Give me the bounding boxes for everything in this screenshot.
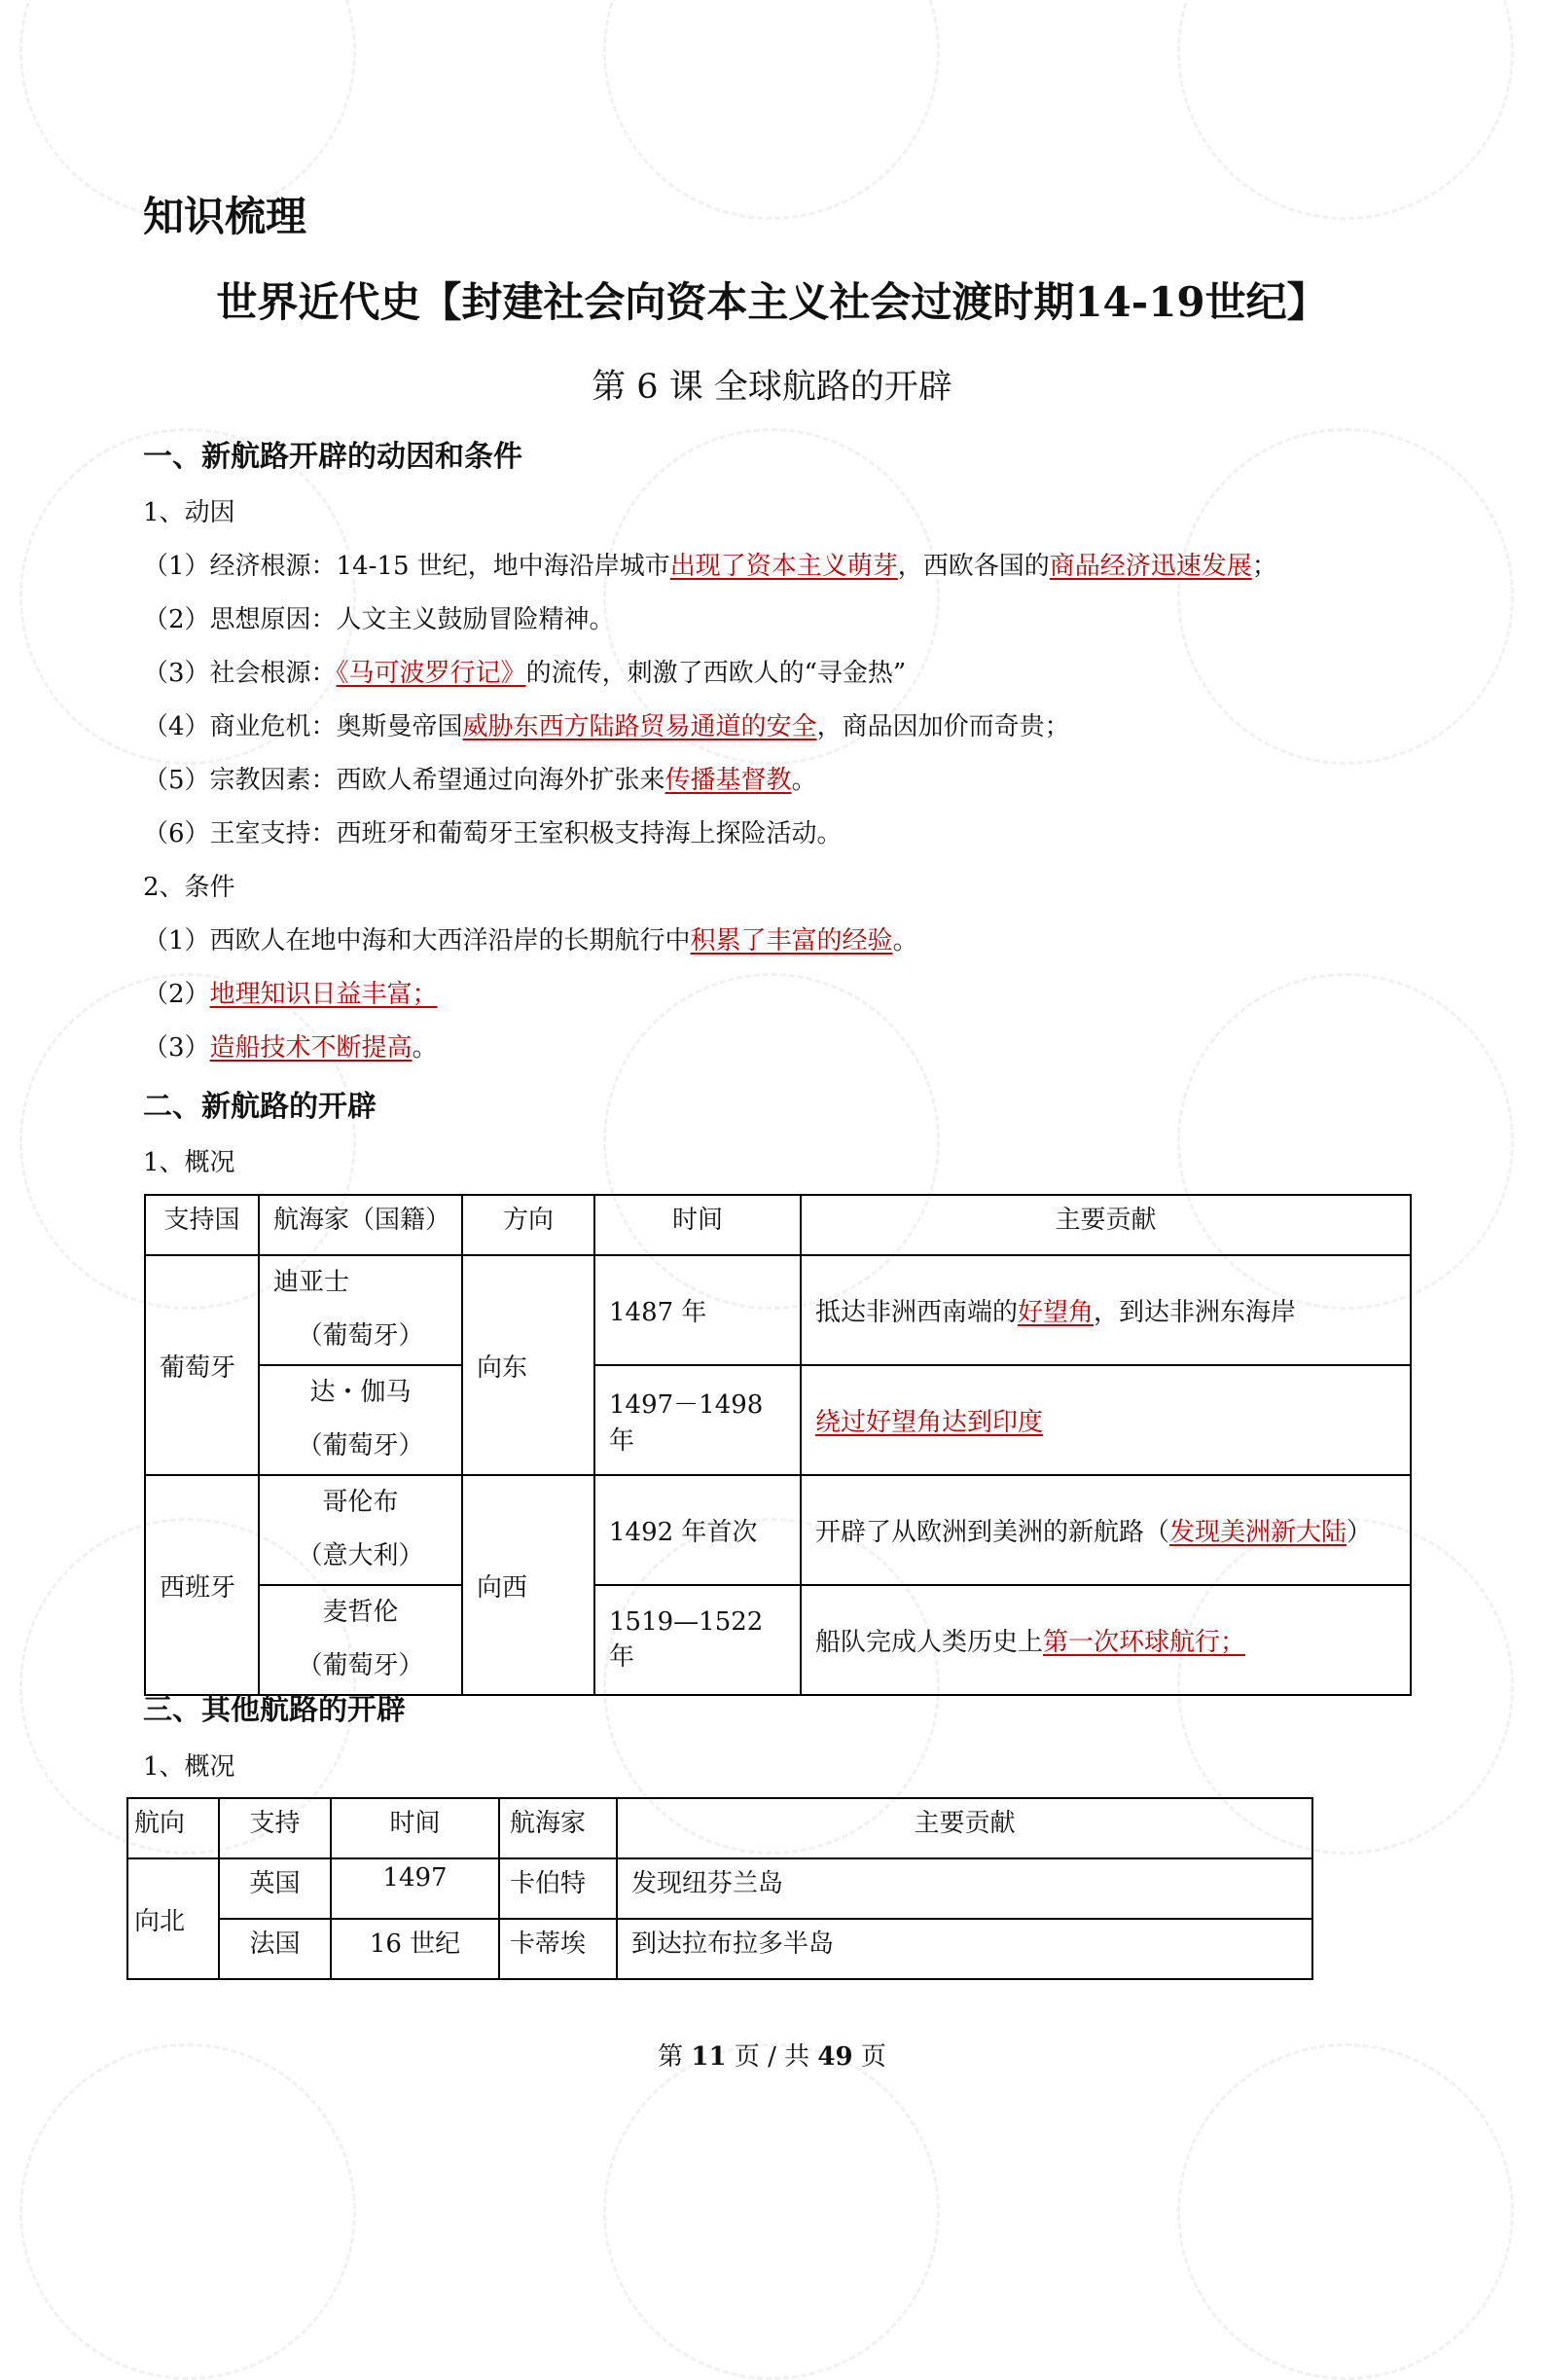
header-cell: 时间 <box>331 1798 499 1858</box>
navigator-cell <box>259 1255 462 1365</box>
nationality: （意大利） <box>297 1541 424 1570</box>
highlighted-key-point: 商品经济迅速发展 <box>1049 552 1252 581</box>
text-segment: 的流传，刺激了西欧人的“寻金热” <box>525 659 907 688</box>
section-3-title: 三、其他航路的开辟 <box>143 1693 406 1727</box>
list-item <box>143 813 843 849</box>
page-footer <box>0 2037 1544 2073</box>
section-1-title: 一、新航路开辟的动因和条件 <box>143 440 522 474</box>
subheading-overview: 1、概况 <box>143 1148 235 1177</box>
list-item <box>143 546 1277 582</box>
list-item <box>143 653 906 689</box>
table-row <box>145 1255 1411 1365</box>
support-cell: 英国 <box>219 1858 331 1919</box>
navigator-cell <box>259 1475 462 1585</box>
list-item <box>143 760 817 796</box>
text-segment: 。 <box>412 1033 438 1063</box>
text-segment: （3） <box>143 1033 210 1063</box>
time-cell: 1497 <box>331 1858 499 1919</box>
time-cell: 1519—1522 年 <box>594 1585 801 1695</box>
list-item <box>143 974 438 1010</box>
highlighted-key-point: 地理知识日益丰富； <box>209 980 438 1009</box>
highlighted-key-point: 《马可波罗行记》 <box>336 659 526 688</box>
navigator-cell: 卡蒂埃 <box>499 1919 617 1979</box>
navigator: 达・伽马 <box>309 1378 412 1407</box>
other-routes-table <box>126 1797 1313 1980</box>
footer-prefix: 第 <box>658 2042 684 2072</box>
contribution-cell: 到达拉布拉多半岛 <box>617 1919 1312 1979</box>
section-2-title: 二、新航路的开辟 <box>143 1090 377 1124</box>
highlighted-key-point: 发现美洲新大陆 <box>1169 1518 1347 1547</box>
list-item <box>143 599 615 635</box>
support-cell: 法国 <box>219 1919 331 1979</box>
direction-cell: 向北 <box>127 1858 219 1979</box>
subheading-overview-2: 1、概况 <box>143 1752 235 1782</box>
navigator: 麦哲伦 <box>322 1598 399 1627</box>
highlighted-key-point: 第一次环球航行； <box>1043 1628 1246 1657</box>
header-cell: 航向 <box>127 1798 219 1858</box>
header-cell: 时间 <box>594 1195 801 1255</box>
header-cell: 主要贡献 <box>617 1798 1312 1858</box>
table-row <box>145 1365 1411 1475</box>
nationality: （葡萄牙） <box>297 1651 424 1680</box>
text-segment: 开辟了从欧洲到美洲的新航路（ <box>815 1518 1170 1547</box>
highlighted-key-point: 绕过好望角达到印度 <box>815 1408 1044 1437</box>
country-cell: 西班牙 <box>145 1475 259 1695</box>
text-segment: ； <box>1251 552 1277 581</box>
direction-cell: 向东 <box>462 1255 594 1475</box>
highlighted-key-point: 出现了资本主义萌芽 <box>669 552 898 581</box>
highlighted-key-point: 造船技术不断提高 <box>209 1033 413 1063</box>
navigator-cell <box>259 1585 462 1695</box>
text-segment: （2） <box>143 980 210 1009</box>
text-segment: 。 <box>892 926 918 956</box>
footer-suffix: 页 <box>860 2042 886 2072</box>
header-cell: 航海家（国籍） <box>259 1195 462 1255</box>
time-cell: 1497－1498 年 <box>594 1365 801 1475</box>
highlighted-key-point: 好望角 <box>1018 1298 1095 1327</box>
document-title: 世界近代史【封建社会向资本主义社会过渡时期14-19世纪】 <box>216 278 1328 326</box>
navigator: 迪亚士 <box>273 1268 350 1297</box>
table-row <box>127 1919 1312 1979</box>
list-item <box>143 920 918 956</box>
time-cell: 16 世纪 <box>331 1919 499 1979</box>
text-segment: ，商品因加价而奇贵； <box>816 712 1070 741</box>
highlighted-key-point: 积累了丰富的经验 <box>690 926 893 956</box>
text-segment: （6）王室支持：西班牙和葡萄牙王室积极支持海上探险活动。 <box>143 819 843 848</box>
contribution-cell <box>801 1475 1411 1585</box>
current-page: 11 <box>691 2042 727 2072</box>
contribution-cell: 发现纽芬兰岛 <box>617 1858 1312 1919</box>
list-item <box>143 1028 438 1064</box>
navigator: 哥伦布 <box>322 1488 399 1517</box>
footer-middle: 页 / 共 <box>734 2042 810 2072</box>
table-row <box>127 1858 1312 1919</box>
lesson-title: 第 6 课 全球航路的开辟 <box>592 368 952 407</box>
table-row <box>145 1585 1411 1695</box>
text-segment: （1）西欧人在地中海和大西洋沿岸的长期航行中 <box>143 926 691 956</box>
navigator-cell: 卡伯特 <box>499 1858 617 1919</box>
navigator-cell <box>259 1365 462 1475</box>
text-segment: ，到达非洲东海岸 <box>1094 1298 1297 1327</box>
text-segment: （5）宗教因素：西欧人希望通过向海外扩张来 <box>143 766 665 795</box>
header-cell: 方向 <box>462 1195 594 1255</box>
header-cell: 支持国 <box>145 1195 259 1255</box>
table-row <box>145 1475 1411 1585</box>
heading: 知识梳理 <box>143 193 307 240</box>
nationality: （葡萄牙） <box>297 1431 424 1460</box>
header-cell: 支持 <box>219 1798 331 1858</box>
text-segment: 抵达非洲西南端的 <box>815 1298 1019 1327</box>
subheading-conditions: 2、条件 <box>143 873 235 902</box>
time-cell: 1492 年首次 <box>594 1475 801 1585</box>
nationality: （葡萄牙） <box>297 1321 424 1351</box>
text-segment: 。 <box>791 766 817 795</box>
table-header-row <box>127 1798 1312 1858</box>
text-segment: （1）经济根源：14-15 世纪，地中海沿岸城市 <box>143 552 670 581</box>
highlighted-key-point: 传播基督教 <box>664 766 792 795</box>
contribution-cell <box>801 1365 1411 1475</box>
total-pages: 49 <box>817 2042 853 2072</box>
contribution-cell <box>801 1255 1411 1365</box>
text-segment: 船队完成人类历史上 <box>815 1628 1044 1657</box>
new-routes-table <box>144 1194 1412 1696</box>
header-cell: 航海家 <box>499 1798 617 1858</box>
highlighted-key-point: 威胁东西方陆路贸易通道的安全 <box>462 712 817 741</box>
text-segment: （2）思想原因：人文主义鼓励冒险精神。 <box>143 605 615 634</box>
text-segment: （4）商业危机：奥斯曼帝国 <box>143 712 463 741</box>
list-item <box>143 706 1070 742</box>
contribution-cell <box>801 1585 1411 1695</box>
text-segment: （3）社会根源： <box>143 659 337 688</box>
text-segment: ，西欧各国的 <box>897 552 1050 581</box>
table-header-row <box>145 1195 1411 1255</box>
header-cell: 主要贡献 <box>801 1195 1411 1255</box>
text-segment: ） <box>1347 1518 1373 1547</box>
subheading-motives: 1、动因 <box>143 498 235 527</box>
country-cell: 葡萄牙 <box>145 1255 259 1475</box>
time-cell: 1487 年 <box>594 1255 801 1365</box>
direction-cell: 向西 <box>462 1475 594 1695</box>
